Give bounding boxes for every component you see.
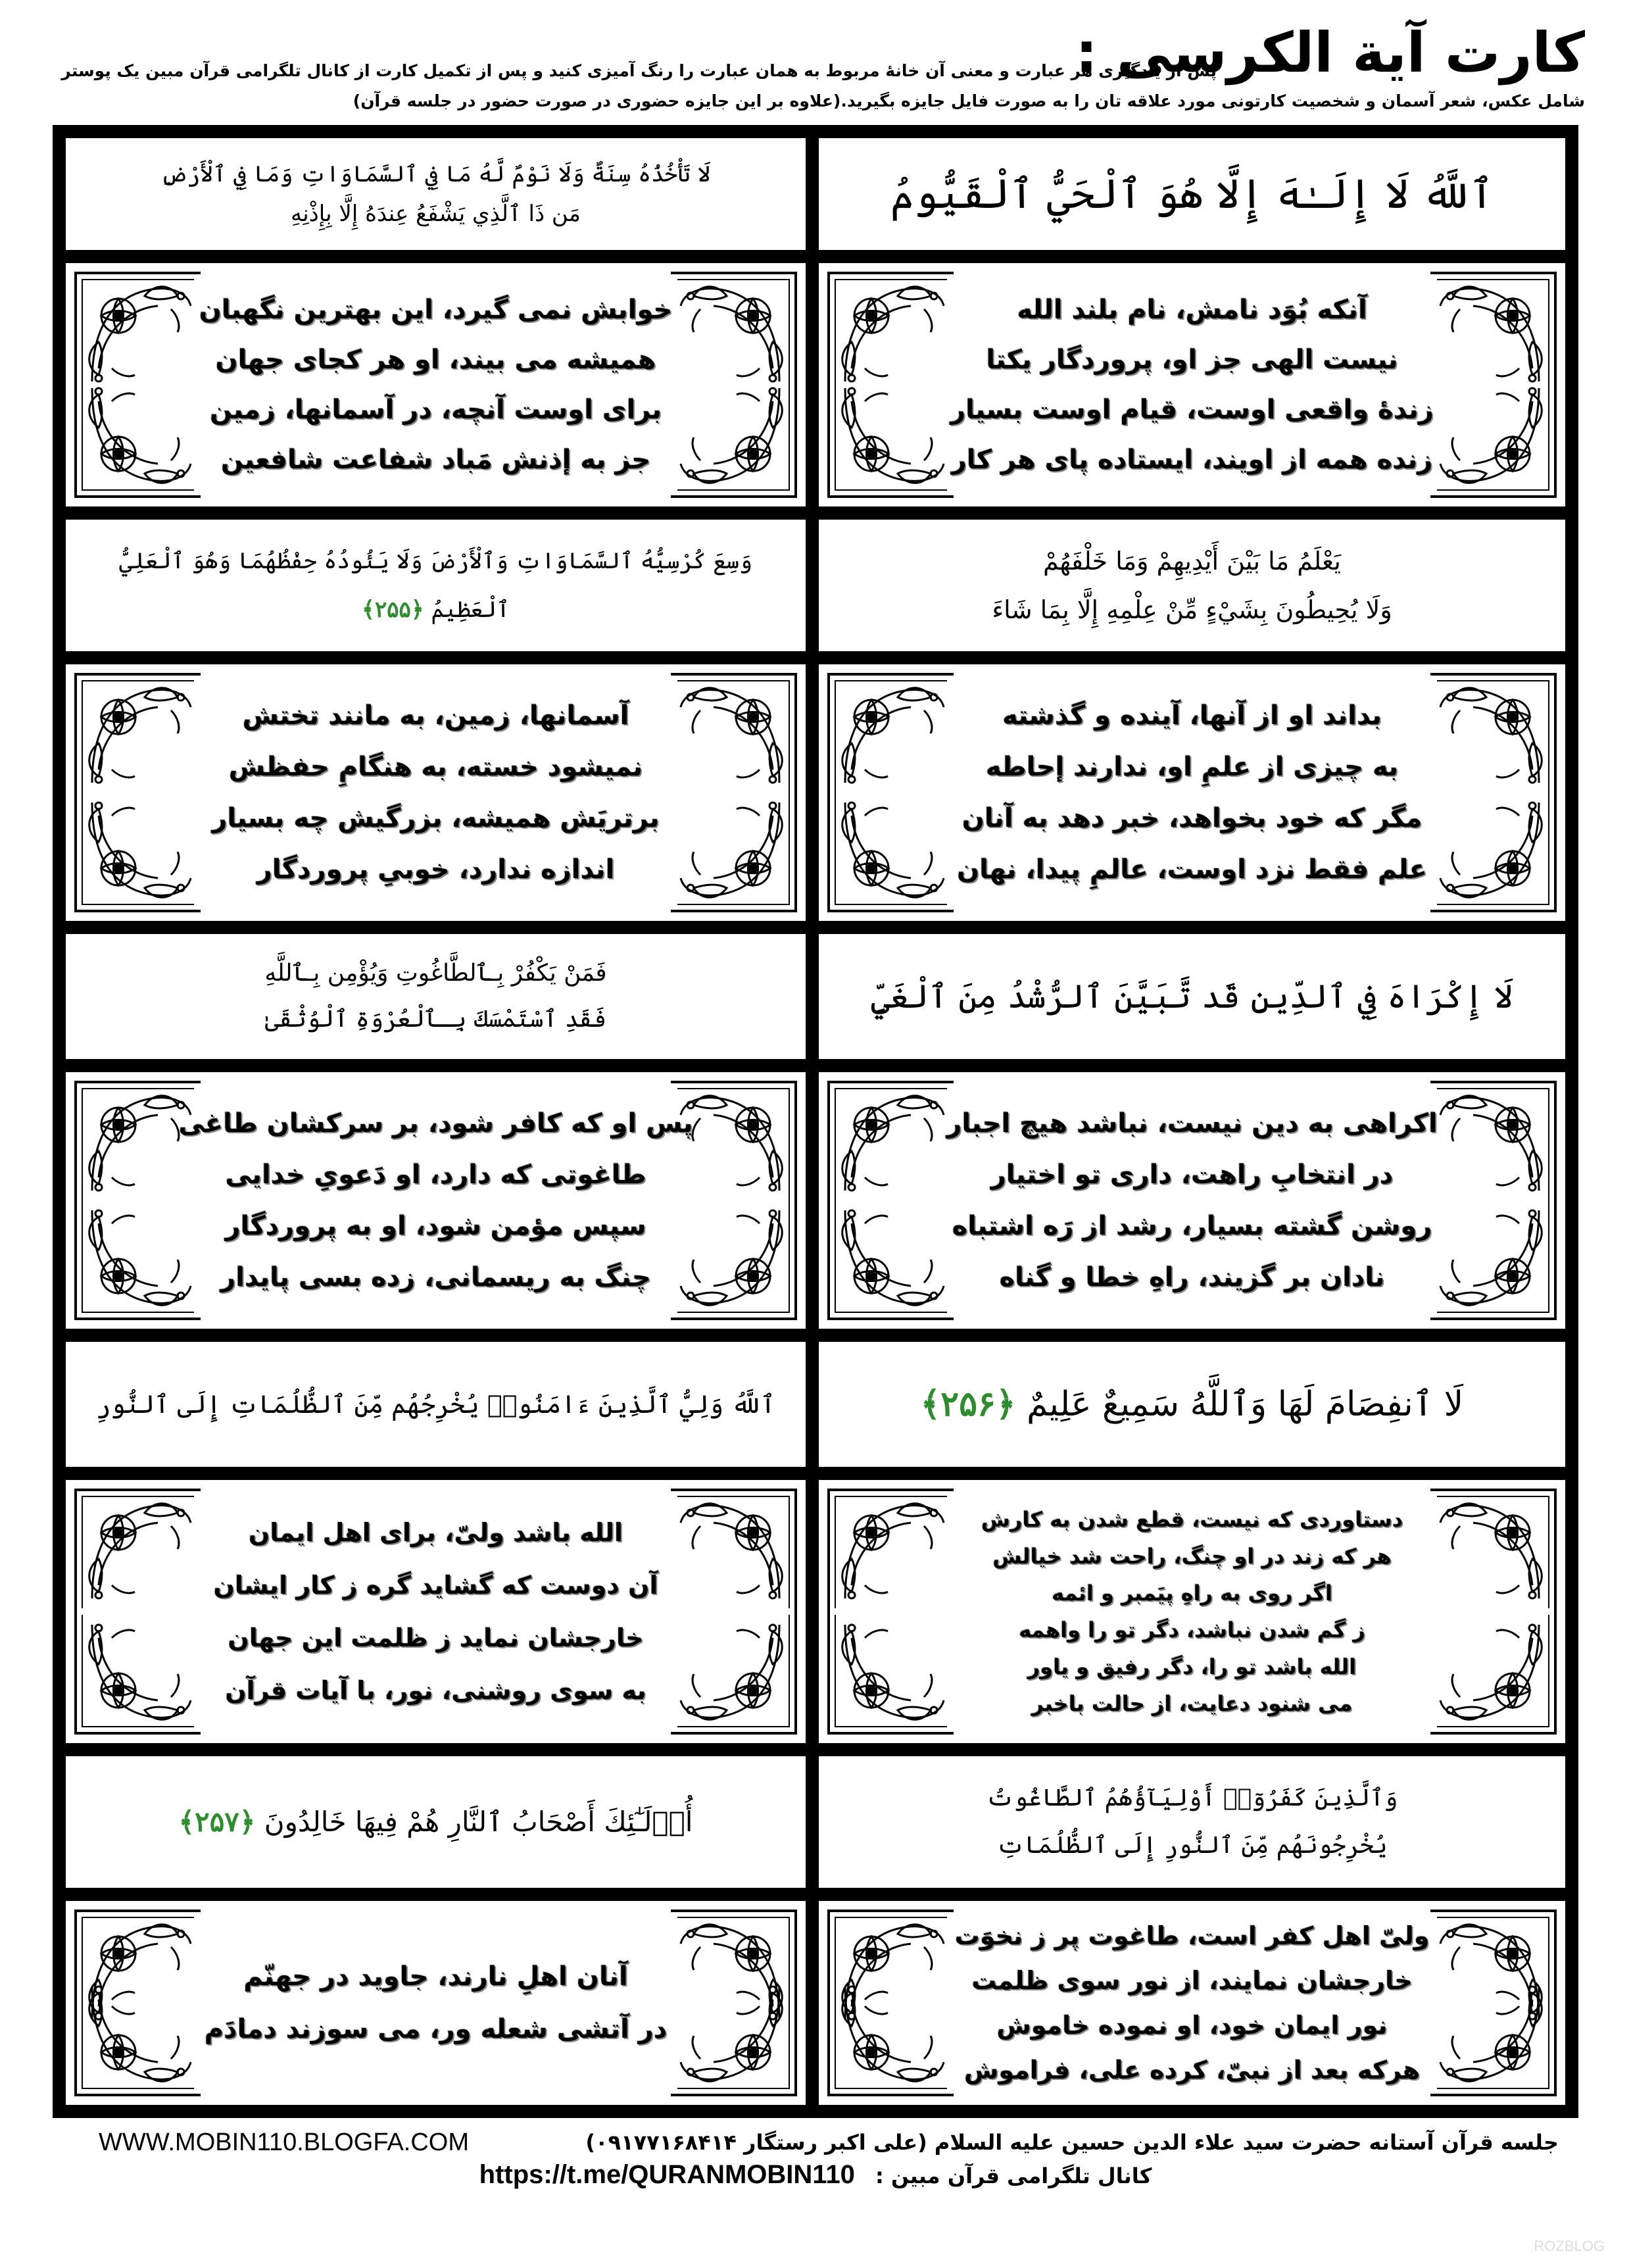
watermark: ROZBLOG (1534, 2238, 1605, 2254)
page-header (53, 20, 1585, 125)
poem-line: در آتشی شعله ور، می سوزند دمادَم (204, 2014, 668, 2044)
verse-line: يَعْلَمُ مَا بَيْنَ أَيْدِيهِمْ وَمَا خَلْفَهُمْ (1043, 547, 1341, 576)
poem-line: الله باشد تو را، دگر رفیق و یاور (1027, 1654, 1357, 1679)
poem-line: به سوی روشنی، نور، با آیات قرآن (225, 1676, 646, 1705)
page-title: کارت آیة الکرسی : (1075, 20, 1585, 85)
poem-line: سپس مؤمن شود، او به پروردگار (225, 1211, 646, 1241)
floral-ornament-icon (1427, 1605, 1559, 1737)
verse-line: فَقَدِ ٱسْتَمْسَكَ بِـٱلْعُرْوَةِ ٱلْوُثْقَىٰ (264, 1006, 607, 1033)
verse-line: وَٱلَّذِينَ كَفَرُوٓا۟ أَوْلِيَآؤُهُمُ ٱلطَّاغُوتُ (986, 1785, 1398, 1812)
card-r2-left[interactable] (66, 263, 806, 506)
poem-line: الله باشد ولیّ، برای اهل ایمان (248, 1518, 623, 1547)
verse-line: لَا ٱنفِصَامَ لَهَا وَٱللَّهُ سَمِيعٌ عَلِيمٌ (1026, 1385, 1464, 1424)
poem-line: به چیزی از علمِ او، ندارند إحاطه (985, 752, 1399, 782)
verse-line: وَسِعَ كُرْسِيُّهُ ٱلسَّمَاوَاتِ وَٱلْأَرْضَ وَلَا يَئُودُهُ حِفْظُهُمَا وَهُوَ ٱلْعَلِيُّ (118, 548, 753, 574)
poem-line: روشن گشته بسیار، رشد از رَه اشتباه (952, 1211, 1432, 1241)
floral-ornament-icon (72, 368, 204, 500)
verse-line: ٱللَّهُ لَا إِلَـٰهَ إِلَّا هُوَ ٱلْحَيُّ ٱلْقَيُّومُ (890, 170, 1494, 218)
card-r3-left[interactable] (66, 520, 806, 651)
card-r7-left[interactable] (66, 1342, 806, 1467)
card-r9-left[interactable] (66, 1756, 806, 1888)
poem-line: خوابش نمی گیرد، این بهترین نگهبان (199, 295, 673, 325)
floral-ornament-icon (825, 783, 957, 914)
instructions-line-2: شامل عکس، شعر آسمان و شخصیت کارتونی مورد علاقه تان را به صورت فایل جایزه بگیرید.(علاوه بر این جایزه حضوری در صورت حضور در جلسه قرآن) (353, 91, 1585, 111)
card-r6-right[interactable] (819, 1072, 1565, 1329)
floral-ornament-icon (1427, 368, 1559, 500)
card-r5-left[interactable] (66, 934, 806, 1059)
floral-ornament-icon (72, 1605, 204, 1737)
poem-line: پس او که کافر شود، بر سرکشان طاغی (178, 1108, 693, 1139)
poem-line: برای اوست آنچه، در آسمانها، زمین (209, 395, 662, 425)
card-r8-left[interactable] (66, 1480, 806, 1743)
card-r3-right[interactable] (819, 520, 1565, 651)
floral-ornament-icon (668, 1967, 799, 2098)
poem-line: خارجشان نمایند، از نور سوی ظلمت (971, 1966, 1413, 1995)
poem-line: آنکه بُوَد نامش، نام بلند الله (1017, 295, 1367, 325)
poem-line: در انتخابِ راهت، داری تو اختیار (990, 1160, 1394, 1190)
verse-line: فَمَنْ يَكْفُرْ بِـٱلطَّاغُوتِ وَيُؤْمِن بِـٱللَّهِ (264, 960, 607, 987)
poem-line: چنگ به ریسمانی، زده بسی پایدار (220, 1262, 651, 1293)
instructions-line-1: پس از یادگیری هر عبارت و معنی آن خانهٔ مربوط به همان عبارت را رنگ آمیزی کنید و پس از تکمیل کارت از کانال تلگرامی قرآن مبین یک پوستر (61, 61, 1217, 80)
card-r1-left[interactable] (66, 138, 806, 250)
card-r4-left[interactable] (66, 664, 806, 921)
floral-ornament-icon (1427, 783, 1559, 914)
card-r9-right[interactable] (819, 1756, 1565, 1888)
card-r10-left[interactable] (66, 1901, 806, 2105)
poem-line: آسمانها، زمین، به مانند تختش (242, 701, 629, 731)
floral-ornament-icon (668, 1487, 799, 1618)
floral-ornament-icon (825, 1605, 957, 1737)
verse-line-with-number (179, 1796, 693, 1848)
floral-ornament-icon (72, 783, 204, 914)
poem-line: اگر روی به راهِ پیَمبر و ائمه (1052, 1581, 1332, 1606)
poem-line: نادان بر گزیند، راهِ خطا و گناه (999, 1262, 1385, 1293)
website-link[interactable]: WWW.MOBIN110.BLOGFA.COM (99, 2129, 470, 2156)
telegram-footer (0, 2159, 1631, 2192)
verse-line: مَن ذَا ٱلَّذِي يَشْفَعُ عِندَهُ إِلَّا بِإِذْنِهِ (290, 201, 581, 227)
poem-line: آنان اهلِ نارند، جاوید در جهنّم (243, 1961, 628, 1992)
verse-line: لَا تَأْخُذُهُ سِنَةٌ وَلَا نَوْمٌ لَّهُ مَا فِي ٱلسَّمَاوَاتِ وَمَا فِي ٱلْأَرْضِ (160, 161, 711, 187)
poem-line: نور ایمان خود، او نموده خاموش (996, 2011, 1388, 2040)
poem-line: ولیّ اهل کفر است، طاغوت پر ز نخوَت (954, 1921, 1430, 1950)
floral-ornament-icon (1427, 1487, 1559, 1618)
ayah-number-badge: ﴿۲۵۵﴾ (362, 597, 424, 623)
floral-ornament-icon (825, 368, 957, 500)
verse-line: وَلَا يُحِيطُونَ بِشَيْءٍ مِّنْ عِلْمِهِ إِلَّا بِمَا شَاءَ (992, 595, 1392, 624)
poem-line: زنده همه از اویند، ایستاده پای هر کار (951, 445, 1433, 475)
floral-ornament-icon (668, 368, 799, 500)
poem-line: خارجشان نماید ز ظلمت این جهان (228, 1623, 644, 1652)
floral-ornament-icon (1427, 1191, 1559, 1322)
verse-line: أُو۟لَـٰٓئِكَ أَصْحَابُ ٱلنَّارِ هُمْ فِيهَا خَالِدُونَ (264, 1806, 693, 1838)
floral-ornament-icon (668, 1191, 799, 1322)
floral-ornament-icon (72, 1487, 204, 1618)
verse-line: يُخْرِجُونَهُم مِّنَ ٱلنُّورِ إِلَى ٱلظُّلُمَاتِ (996, 1832, 1388, 1859)
poem-line: اکراهی به دین نیست، نباشد هیچ اجبار (946, 1108, 1438, 1139)
card-r5-right[interactable] (819, 934, 1565, 1059)
verse-end: ٱلْعَظِيمُ (431, 597, 510, 623)
poem-line: مگر که خود بخواهد، خبر دهد به آنان (962, 803, 1423, 833)
poem-line: جز به إذنش مَباد شفاعت شافعین (220, 445, 651, 475)
poem-line: هرکه بعد از نبیّ، کرده علی، فراموش (963, 2056, 1421, 2084)
card-r1-right[interactable] (819, 138, 1565, 250)
floral-ornament-icon (668, 1605, 799, 1737)
floral-ornament-icon (825, 1487, 957, 1618)
ayah-number-badge: ﴿۲۵۷﴾ (178, 1806, 256, 1838)
poem-line: نمیشود خسته، به هنگامِ حفظش (228, 752, 643, 782)
poem-line: اندازه ندارد، خوبیِ پروردگار (256, 854, 615, 885)
poem-line: طاغوتی که دارد، او دَعویِ خدایی (225, 1160, 646, 1190)
card-r10-right[interactable] (819, 1901, 1565, 2105)
telegram-label: کانال تلگرامی قرآن مبین : (875, 2163, 1152, 2188)
poem-line: برتریَش همیشه، بزرگیش چه بسیار (212, 803, 660, 833)
verse-line-with-number (362, 585, 510, 634)
floral-ornament-icon (72, 1967, 204, 2098)
poem-line: هر که زند در او چنگ، راحت شد خیالش (992, 1544, 1392, 1569)
floral-ornament-icon (1427, 1967, 1559, 2098)
poem-line: آن دوست که گشاید گره ز کار ایشان (213, 1571, 658, 1600)
floral-ornament-icon (72, 1191, 204, 1322)
card-r2-right[interactable] (819, 263, 1565, 506)
poem-line: بداند او از آنها، آینده و گذشته (1002, 701, 1382, 731)
poem-line: علم فقط نزد اوست، عالمِ پیدا، نهان (957, 854, 1427, 885)
poem-line: ز گم شدن نباشد، دگر تو را واهمه (1019, 1617, 1365, 1642)
card-r6-left[interactable] (66, 1072, 806, 1329)
card-r7-right[interactable] (819, 1342, 1565, 1467)
poem-line: زندهٔ واقعی اوست، قیام اوست بسیار (950, 395, 1434, 425)
poem-line: نیست الهی جز او، پروردگار یکتا (986, 345, 1398, 375)
poem-line: همیشه می بیند، او هر کجای جهان (215, 345, 656, 375)
floral-ornament-icon (825, 1967, 957, 2098)
card-r4-right[interactable] (819, 664, 1565, 921)
verse-line-with-number (921, 1378, 1464, 1431)
card-grid (53, 125, 1578, 2118)
telegram-link[interactable]: https://t.me/QURANMOBIN110 (479, 2160, 855, 2189)
verse-line: ٱللَّهُ وَلِيُّ ٱلَّذِينَ ءَامَنُوا۟ يُخْرِجُهُم مِّنَ ٱلظُّلُمَاتِ إِلَى ٱلنُّورِ (96, 1390, 775, 1419)
session-info: جلسه قرآن آستانه حضرت سید علاء الدین حسین علیه السلام (علی اکبر رستگار ۰۹۱۷۷۱۶۸۴۱۴) (585, 2130, 1559, 2155)
poem-line: می شنود دعایت، از حالت باخبر (1031, 1691, 1353, 1716)
poem-line: دستاوردی که نیست، قطع شدن به کارش (981, 1507, 1403, 1532)
verse-line: لَا إِكْرَاهَ فِي ٱلدِّينِ قَد تَّبَيَّنَ ٱلرُّشْدُ مِنَ ٱلْغَيِّ (871, 977, 1513, 1016)
floral-ornament-icon (668, 783, 799, 914)
floral-ornament-icon (825, 1191, 957, 1322)
ayah-number-badge: ﴿۲۵۶﴾ (920, 1384, 1016, 1424)
card-r8-right[interactable] (819, 1480, 1565, 1743)
